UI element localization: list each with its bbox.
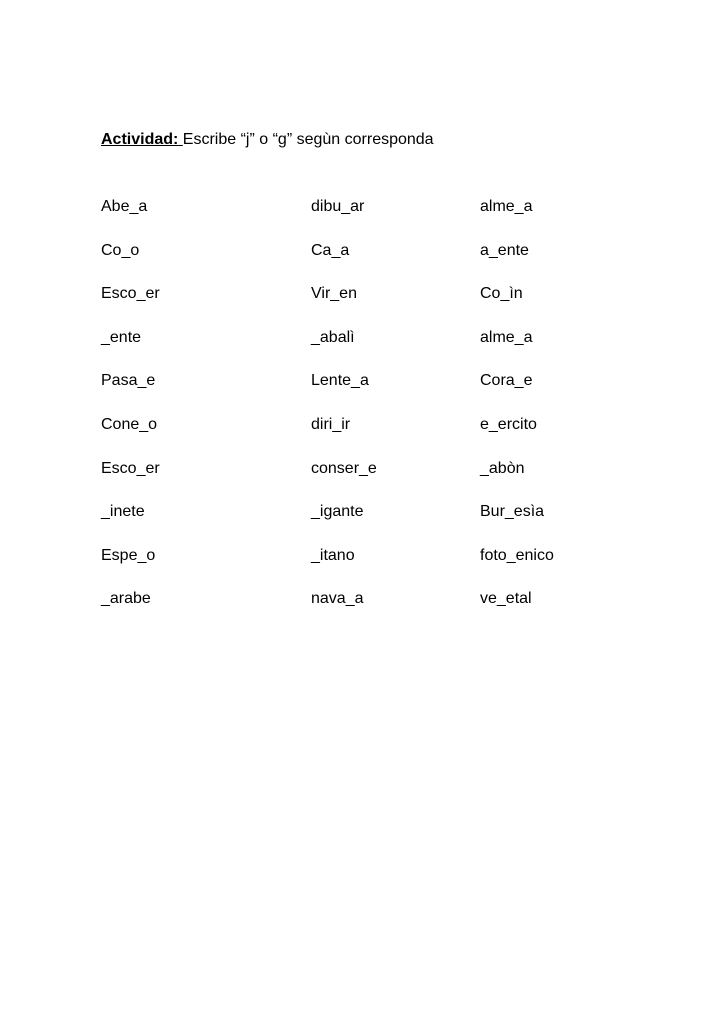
word-cell: alme_a [480,198,533,215]
word-cell: _itano [311,546,355,564]
word-cell: Co_ìn [480,285,523,303]
word-cell: Vir_en [311,285,357,303]
activity-instruction: Escribe “j” o “g” segùn corresponda [182,131,434,148]
word-row [101,589,661,633]
word-cell: _inete [101,503,145,521]
word-row [101,241,661,285]
word-cell: dibu_ar [311,198,365,215]
word-cell: _abalì [311,328,355,346]
word-cell: Cone_o [101,415,158,433]
word-cell: _igante [311,503,364,521]
word-cell: Esco_er [101,285,160,303]
word-cell: Co_o [101,241,140,259]
word-row [101,415,661,459]
word-row [101,328,661,372]
word-cell: ve_etal [480,590,532,608]
word-row [101,371,661,415]
word-row [101,459,661,503]
word-cell: Abe_a [101,198,148,215]
word-cell: Lente_a [311,372,369,390]
word-cell: Pasa_e [101,372,156,390]
activity-label: Actividad: [101,131,179,148]
word-cell: foto_enico [480,546,554,564]
word-cell: _abòn [480,459,525,477]
word-row [101,284,661,328]
word-cell: Bur_esìa [480,503,545,521]
word-cell: alme_a [480,328,533,346]
word-cell: diri_ir [311,415,351,433]
word-row [101,197,661,241]
word-cell: nava_a [311,590,364,608]
activity-heading [101,130,434,150]
word-cell: e_ercito [480,415,537,433]
word-cell: conser_e [311,459,377,477]
word-cell: a_ente [480,241,529,259]
word-cell: Cora_e [480,372,533,390]
word-cell: Esco_er [101,459,160,477]
word-row [101,502,661,546]
word-list [101,197,661,633]
word-cell: Espe_o [101,546,156,564]
word-cell: Ca_a [311,241,350,259]
word-cell: _ente [101,328,142,346]
word-row [101,546,661,590]
word-cell: _arabe [101,590,151,608]
